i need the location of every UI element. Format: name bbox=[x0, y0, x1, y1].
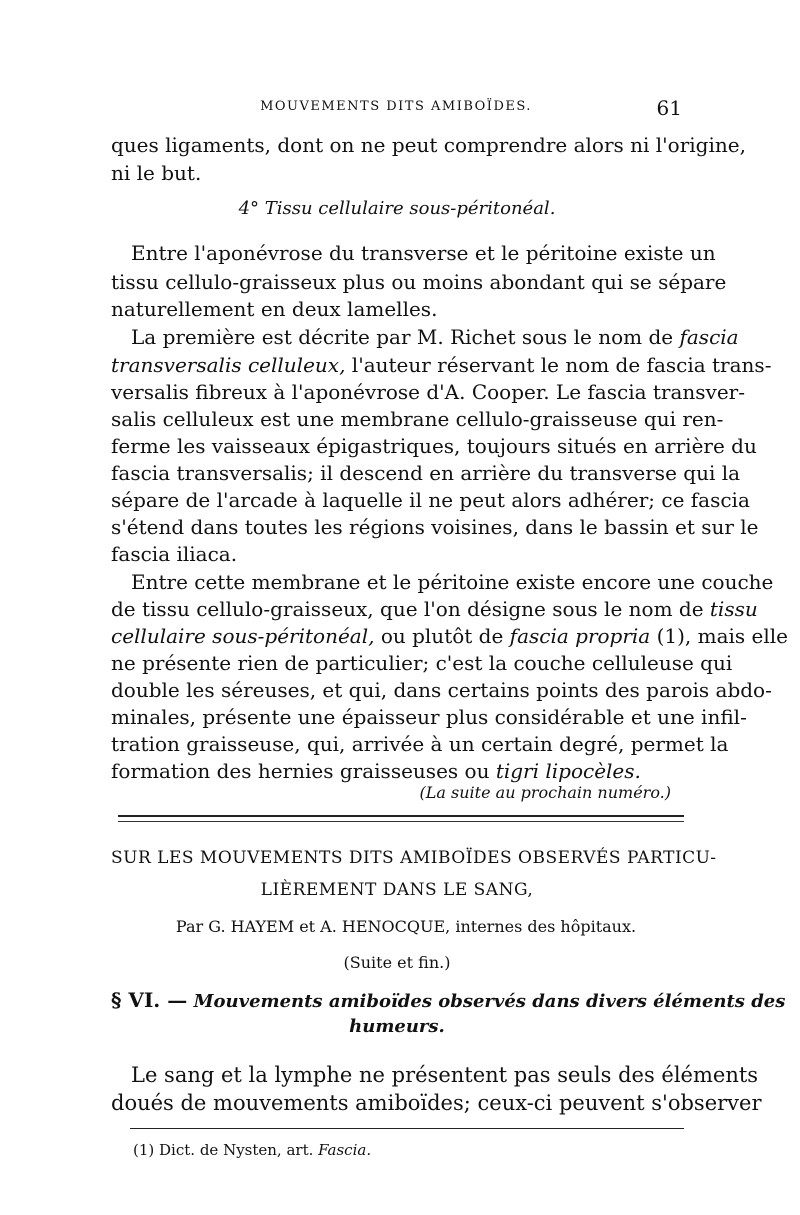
footnote-number: (1) bbox=[133, 1141, 155, 1159]
to-be-continued: (La suite au prochain numéro.) bbox=[419, 783, 671, 802]
section-rule bbox=[118, 815, 684, 817]
text-line: versalis fibreux à l'aponévrose d'A. Cooper. Le fascia transver- bbox=[111, 380, 745, 404]
text-run: formation des hernies graisseuses ou bbox=[111, 759, 490, 783]
text-line: Le sang et la lymphe ne présentent pas seuls des éléments bbox=[131, 1063, 759, 1087]
text-line bbox=[111, 597, 758, 621]
section-title-cont: humeurs. bbox=[349, 1016, 445, 1037]
text-line: doués de mouvements amiboïdes; ceux-ci peuvent s'observer bbox=[111, 1091, 762, 1115]
italic-term: cellulaire sous-péritonéal, bbox=[111, 624, 375, 648]
text-line: minales, présente une épaisseur plus considérable et une infil- bbox=[111, 705, 747, 729]
italic-term: tigri lipocèles. bbox=[495, 759, 641, 783]
text-line: ne présente rien de particulier; c'est la couche celluleuse qui bbox=[111, 651, 733, 675]
article-authors: Par G. HAYEM et A. HENOCQUE, internes des hôpitaux. bbox=[175, 917, 637, 936]
article-continuation: (Suite et fin.) bbox=[343, 953, 451, 972]
running-title: MOUVEMENTS DITS AMIBOÏDES. bbox=[260, 99, 532, 114]
subsection-title: Tissu cellulaire sous-péritonéal. bbox=[264, 198, 556, 219]
text-line: fascia iliaca. bbox=[111, 542, 238, 566]
text-line bbox=[111, 353, 772, 377]
italic-term: fascia propria bbox=[509, 624, 651, 648]
section-mark: § VI. — bbox=[111, 988, 188, 1012]
footnote-rule bbox=[130, 1128, 684, 1129]
running-head bbox=[110, 96, 682, 121]
text-run: La première est décrite par M. Richet sous le nom de bbox=[131, 325, 674, 349]
text-line bbox=[131, 325, 739, 349]
article-title-line1: SUR LES MOUVEMENTS DITS AMIBOÏDES OBSERVÉS PARTICU- bbox=[111, 848, 717, 868]
text-line bbox=[111, 624, 789, 648]
text-line: double les séreuses, et qui, dans certains points des parois abdo- bbox=[111, 678, 772, 702]
text-line: naturellement en deux lamelles. bbox=[111, 297, 438, 321]
italic-term: transversalis celluleux, bbox=[111, 353, 346, 377]
section-heading bbox=[111, 988, 786, 1012]
italic-term: fascia bbox=[679, 325, 739, 349]
footnote-text: Dict. de Nysten, art. bbox=[159, 1141, 314, 1159]
text-line bbox=[111, 759, 683, 783]
subsection-number: 4° bbox=[238, 198, 260, 219]
text-line: tration graisseuse, qui, arrivée à un certain degré, permet la bbox=[111, 732, 729, 756]
section-title: Mouvements amiboïdes observés dans divers éléments des bbox=[193, 991, 786, 1012]
text-line: tissu cellulo-graisseux plus ou moins abondant qui se sépare bbox=[111, 270, 727, 294]
text-line: s'étend dans toutes les régions voisines, dans le bassin et sur le bbox=[111, 515, 759, 539]
text-line: ques ligaments, dont on ne peut comprendre alors ni l'origine, bbox=[111, 133, 746, 157]
text-run: ou plutôt de bbox=[380, 624, 504, 648]
text-line: Entre cette membrane et le péritoine existe encore une couche bbox=[131, 570, 774, 594]
text-line: ferme les vaisseaux épigastriques, toujours situés en arrière du bbox=[111, 434, 757, 458]
text-line: ni le but. bbox=[111, 161, 202, 185]
text-line: fascia transversalis; il descend en arrière du transverse qui la bbox=[111, 461, 741, 485]
footnote-ref: (1), mais elle bbox=[656, 624, 789, 648]
text-run: de tissu cellulo-graisseux, que l'on désigne sous le nom de bbox=[111, 597, 704, 621]
subsection-heading bbox=[111, 198, 683, 219]
page-number: 61 bbox=[656, 96, 682, 120]
footnote bbox=[133, 1141, 533, 1159]
article-title-line2: LIÈREMENT DANS LE SANG, bbox=[260, 880, 534, 900]
text-line: salis celluleux est une membrane cellulo-graisseuse qui ren- bbox=[111, 407, 724, 431]
text-run: l'auteur réservant le nom de fascia trans- bbox=[351, 353, 772, 377]
italic-term: tissu bbox=[709, 597, 758, 621]
section-rule bbox=[118, 821, 684, 822]
text-line: sépare de l'arcade à laquelle il ne peut alors adhérer; ce fascia bbox=[111, 488, 750, 512]
text-line: Entre l'aponévrose du transverse et le péritoine existe un bbox=[131, 241, 716, 265]
footnote-term: Fascia. bbox=[318, 1141, 372, 1159]
